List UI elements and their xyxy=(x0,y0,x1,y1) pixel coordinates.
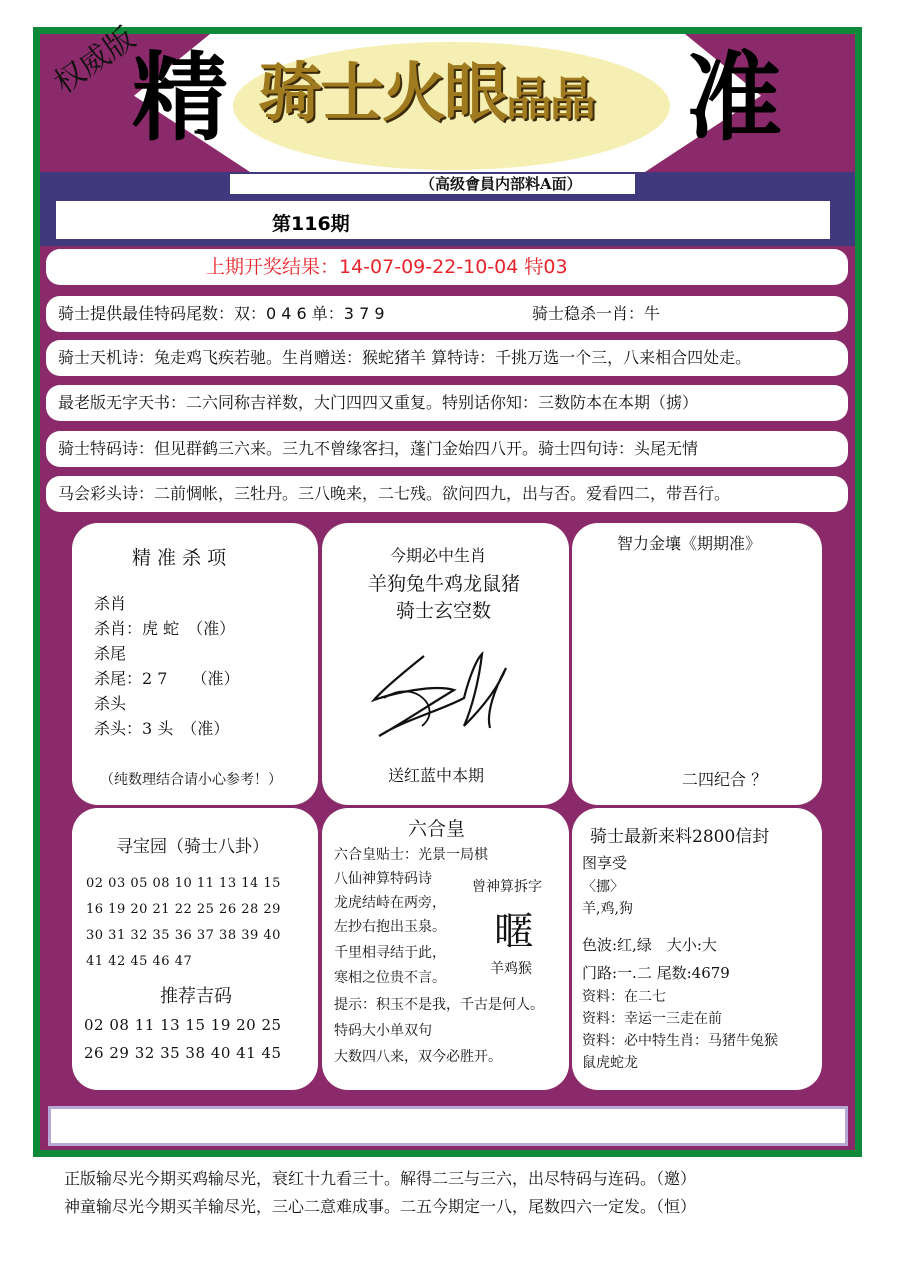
liuhe-line: 提示：积玉不是我，千古是何人。 xyxy=(334,997,544,1013)
wisdom-title: 智力金壤《期期准》 xyxy=(617,534,762,553)
latest-box xyxy=(572,808,822,1090)
treasure-numbers: 16 19 20 21 22 25 26 28 29 xyxy=(86,902,281,917)
title-right-char: 准 xyxy=(686,41,782,154)
liuhe-line: 千里相寻结于此， xyxy=(334,945,446,961)
wisdom-bottom: 二四纪合 ？ xyxy=(682,770,768,789)
treasure-box xyxy=(72,808,318,1090)
zodiac-line: 今期必中生肖 xyxy=(390,546,487,565)
brand-main: 骑士火眼 xyxy=(258,56,506,131)
kill-line: 杀尾：2 7 （准） xyxy=(94,669,240,688)
treasure-numbers: 02 03 05 08 10 11 13 14 15 xyxy=(86,876,281,891)
recommend-numbers: 26 29 32 35 38 40 41 45 xyxy=(84,1044,282,1062)
kill-line: 杀头：3 头 （准） xyxy=(94,719,230,738)
latest-line: 图享受 xyxy=(582,854,628,872)
treasure-numbers: 41 42 45 46 47 xyxy=(86,954,193,969)
last-result: 上期开奖结果：14-07-09-22-10-04 特03 xyxy=(206,256,568,278)
title-left-char: 精 xyxy=(132,41,228,154)
tail-numbers: 骑士提供最佳特码尾数：双：0 4 6 单：3 7 9 xyxy=(58,304,385,323)
latest-line: 羊,鸡,狗 xyxy=(582,901,633,917)
treasure-numbers: 30 31 32 35 36 37 38 39 40 xyxy=(86,928,281,943)
liuhe-line: 龙虎结峙在两旁， xyxy=(334,895,446,911)
ce-char: 暱 xyxy=(494,909,534,955)
kill-line: 杀尾 xyxy=(94,644,127,663)
issue-box xyxy=(56,201,830,239)
latest-line: 鼠虎蛇龙 xyxy=(582,1055,638,1071)
ce-zodiac: 羊鸡猴 xyxy=(490,961,532,977)
member-note: （高级會員内部料A面） xyxy=(420,175,582,193)
latest-line: 资料：幸运一三走在前 xyxy=(582,1011,722,1027)
wordless-book: 最老版无字天书：二六同称吉祥数，大门四四又重复。特别话你知：三数防本在本期（掳） xyxy=(58,393,699,412)
liuhe-line: 八仙神算特码诗 xyxy=(334,871,432,887)
issue-number: 第116期 xyxy=(272,213,350,235)
authority-badge: 权威版 xyxy=(48,20,142,102)
tema-poem: 骑士特码诗：但见群鹤三六来。三九不曾缘客扫，蓬门金始四八开。骑士四句诗：头尾无情 xyxy=(58,439,699,458)
liuhe-line: 特码大小单双句 xyxy=(334,1023,432,1039)
liuhe-line: 六合皇贴士：光景一局棋 xyxy=(334,847,488,863)
ce-title: 曾神算拆字 xyxy=(472,879,542,895)
liuhe-box xyxy=(322,808,569,1090)
zodiac-line: 羊狗兔牛鸡龙鼠猪 xyxy=(368,573,521,595)
wisdom-box xyxy=(572,523,822,805)
poem-tianji: 骑士天机诗：兔走鸡飞疾若驰。生肖赠送：猴蛇猪羊 算特诗：千挑万选一个三，八来相合四处走。 xyxy=(58,348,752,367)
latest-line: 资料：必中特生肖：马猪牛兔猴 xyxy=(582,1033,778,1049)
footer-line: 神童输尽光今期买羊输尽光，三心二意难成事。二五今期定一八，尾数四六一定发。（恒） xyxy=(64,1197,697,1216)
footer-line: 正版输尽光今期买鸡输尽光，衰红十九看三十。解得二三与三六，出尽特码与连码。（邀） xyxy=(64,1169,697,1188)
latest-line: 资料：在二七 xyxy=(582,989,666,1005)
latest-line: 门路:一.二 尾数:4679 xyxy=(582,964,730,982)
kill-line: 杀肖 xyxy=(94,594,127,613)
latest-line: 〈挪〉 xyxy=(582,879,624,895)
recommend-title: 推荐吉码 xyxy=(160,986,232,1007)
kill-one: 骑士稳杀一肖：牛 xyxy=(532,304,661,323)
liuhe-line: 大数四八来，双今必胜开。 xyxy=(334,1049,502,1065)
brand-title xyxy=(258,56,594,131)
kill-line: 杀头 xyxy=(94,694,127,713)
bottom-box xyxy=(48,1106,848,1146)
treasure-title: 寻宝园（骑士八卦） xyxy=(116,837,269,857)
kill-line: 杀肖：虎 蛇 （准） xyxy=(94,619,236,638)
zodiac-box xyxy=(322,523,569,805)
liuhe-line: 左抄右抱出玉泉。 xyxy=(334,919,446,935)
kill-title: 精 准 杀 项 xyxy=(132,547,227,569)
brand-small: 晶晶 xyxy=(506,72,594,126)
latest-line: 色波:红,绿 大小:大 xyxy=(582,936,717,954)
zodiac-line: 骑士玄空数 xyxy=(396,600,492,622)
horse-poem: 马会彩头诗：二前惆帐，三牡丹。三八晚来，二七残。欲问四九，出与否。爱看四二，带吾行。 xyxy=(58,484,731,503)
latest-title: 骑士最新来料2800信封 xyxy=(590,827,770,847)
kill-box xyxy=(72,523,318,805)
zodiac-bottom: 送红蓝中本期 xyxy=(388,766,485,785)
liuhe-title: 六合皇 xyxy=(408,818,466,840)
kill-note: （纯数理结合请小心参考！） xyxy=(100,772,282,788)
recommend-numbers: 02 08 11 13 15 19 20 25 xyxy=(84,1016,282,1034)
signature-icon xyxy=(364,638,514,738)
liuhe-line: 寒相之位贵不言。 xyxy=(334,970,446,986)
